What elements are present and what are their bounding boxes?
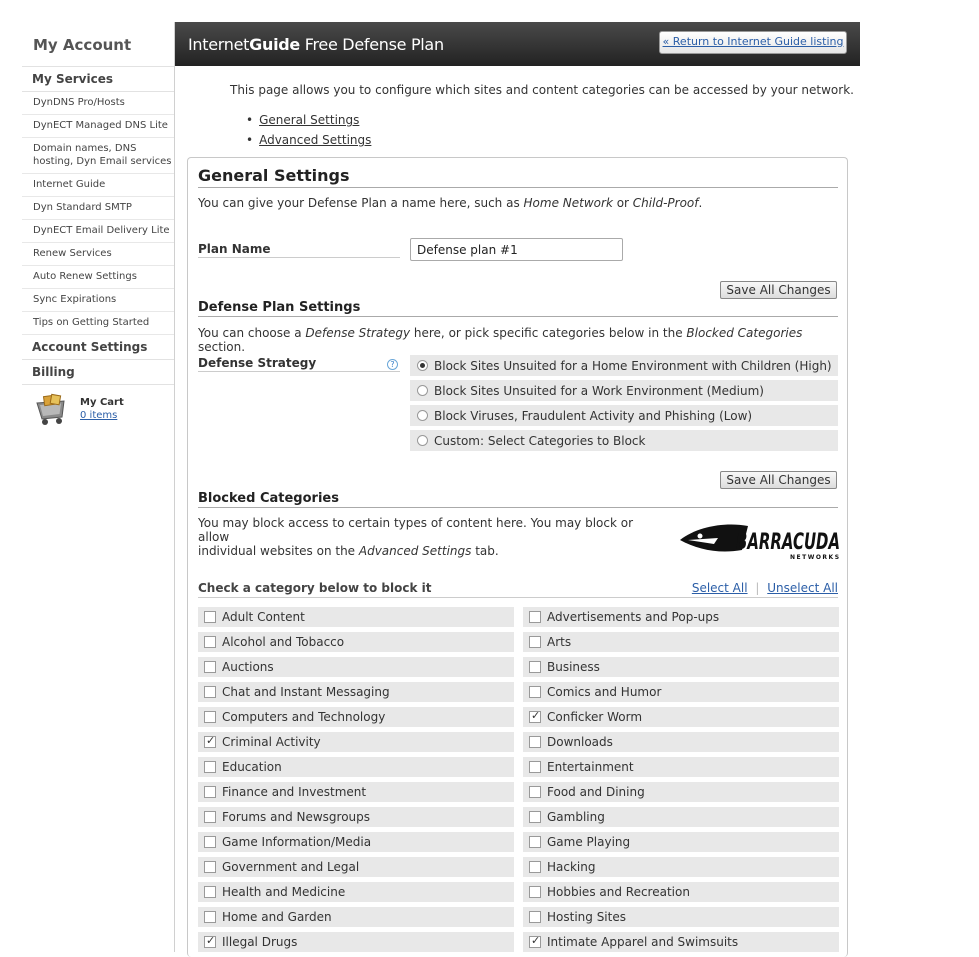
category-row[interactable] xyxy=(523,782,839,802)
category-row[interactable] xyxy=(523,682,839,702)
category-row[interactable] xyxy=(198,882,514,902)
defense-plan-description: You can choose a Defense Strategy here, or pick specific categories below in the Blocked Categories section. xyxy=(198,326,803,354)
sidebar-item[interactable]: DynECT Email Delivery Lite xyxy=(22,220,174,243)
select-all-link[interactable]: Select All xyxy=(691,581,748,595)
sidebar-section-my-services[interactable]: My Services xyxy=(22,67,174,92)
category-label: Arts xyxy=(547,635,572,649)
category-list-header: Check a category below to block it Select All | Unselect All xyxy=(198,581,838,598)
unselect-all-link[interactable]: Unselect All xyxy=(767,581,838,595)
category-row[interactable] xyxy=(198,832,514,852)
category-label: Alcohol and Tobacco xyxy=(222,635,345,649)
category-checkbox[interactable] xyxy=(529,811,541,823)
category-checkbox[interactable] xyxy=(529,936,541,948)
category-label: Hacking xyxy=(547,860,596,874)
category-row[interactable] xyxy=(523,907,839,927)
category-checkbox[interactable] xyxy=(529,911,541,923)
cart-title: My Cart xyxy=(80,397,124,408)
radio-button[interactable] xyxy=(417,435,428,446)
category-row[interactable] xyxy=(523,607,839,627)
svg-text:NETWORKS: NETWORKS xyxy=(790,554,841,561)
defense-strategy-option[interactable] xyxy=(410,405,838,426)
category-checkbox[interactable] xyxy=(529,686,541,698)
account-sidebar xyxy=(22,22,174,427)
cart-widget xyxy=(22,385,174,427)
category-checkbox[interactable] xyxy=(204,886,216,898)
barracuda-networks-logo xyxy=(678,516,840,562)
sidebar-item[interactable]: Renew Services xyxy=(22,243,174,266)
radio-button[interactable] xyxy=(417,385,428,396)
sidebar-item[interactable]: Sync Expirations xyxy=(22,289,174,312)
sidebar-item[interactable]: DynECT Managed DNS Lite xyxy=(22,115,174,138)
category-row[interactable] xyxy=(523,807,839,827)
category-label: Business xyxy=(547,660,600,674)
category-row[interactable] xyxy=(523,882,839,902)
category-checkbox[interactable] xyxy=(529,836,541,848)
jump-link-advanced[interactable]: • Advanced Settings xyxy=(246,130,371,150)
category-checkbox[interactable] xyxy=(204,686,216,698)
category-label: Education xyxy=(222,760,282,774)
blocked-categories-description: You may block access to certain types of content here. You may block or allow individual websites on the Advanced Settings tab. xyxy=(198,516,634,558)
cart-items-link[interactable]: 0 items xyxy=(80,410,118,421)
plan-name-input[interactable] xyxy=(410,238,623,261)
defense-strategy-option-label: Block Sites Unsuited for a Home Environment with Children (High) xyxy=(434,358,832,373)
category-row[interactable] xyxy=(198,657,514,677)
sidebar-title: My Account xyxy=(22,22,174,67)
sidebar-section-account-settings[interactable]: Account Settings xyxy=(22,335,174,360)
defense-strategy-option-label: Block Sites Unsuited for a Work Environment (Medium) xyxy=(434,383,764,398)
category-row[interactable] xyxy=(198,632,514,652)
category-label: Forums and Newsgroups xyxy=(222,810,371,824)
category-checkbox[interactable] xyxy=(529,636,541,648)
category-checkbox[interactable] xyxy=(204,736,216,748)
category-checkbox[interactable] xyxy=(204,861,216,873)
defense-strategy-label: Defense Strategy xyxy=(198,356,400,372)
category-checkbox[interactable] xyxy=(529,886,541,898)
category-row[interactable] xyxy=(523,857,839,877)
defense-strategy-option[interactable] xyxy=(410,430,838,451)
save-all-changes-button[interactable]: Save All Changes xyxy=(720,281,837,299)
category-row[interactable] xyxy=(198,707,514,727)
sidebar-section-billing[interactable]: Billing xyxy=(22,360,174,385)
plan-name-label: Plan Name xyxy=(198,242,400,258)
category-row[interactable] xyxy=(198,732,514,752)
category-label: Hosting Sites xyxy=(547,910,626,924)
category-checkbox[interactable] xyxy=(529,861,541,873)
category-label: Advertisements and Pop-ups xyxy=(547,610,720,624)
category-row[interactable] xyxy=(198,682,514,702)
sidebar-item[interactable]: Auto Renew Settings xyxy=(22,266,174,289)
category-row[interactable] xyxy=(523,732,839,752)
general-settings-description: You can give your Defense Plan a name here, such as Home Network or Child-Proof. xyxy=(198,196,703,210)
page-title: InternetGuide Free Defense Plan xyxy=(188,35,444,54)
category-checkbox[interactable] xyxy=(204,786,216,798)
category-row[interactable] xyxy=(198,607,514,627)
category-checkbox[interactable] xyxy=(204,836,216,848)
category-checkbox[interactable] xyxy=(204,661,216,673)
category-checkbox[interactable] xyxy=(204,711,216,723)
category-row[interactable] xyxy=(523,832,839,852)
svg-text:BARRACUDA: BARRACUDA xyxy=(736,530,840,555)
sidebar-item[interactable]: DynDNS Pro/Hosts xyxy=(22,92,174,115)
sidebar-item[interactable]: Internet Guide xyxy=(22,174,174,197)
general-settings-heading: General Settings xyxy=(198,166,838,188)
category-row[interactable] xyxy=(523,707,839,727)
radio-button[interactable] xyxy=(417,360,428,371)
page-header xyxy=(175,22,860,66)
category-label: Chat and Instant Messaging xyxy=(222,685,390,699)
category-row[interactable] xyxy=(198,782,514,802)
defense-plan-settings-heading: Defense Plan Settings xyxy=(198,300,838,317)
category-checkbox[interactable] xyxy=(529,761,541,773)
category-row[interactable] xyxy=(198,807,514,827)
category-checkbox[interactable] xyxy=(204,636,216,648)
settings-panel xyxy=(187,157,848,957)
category-label: Conficker Worm xyxy=(547,710,643,724)
defense-strategy-option[interactable] xyxy=(410,355,838,376)
category-label: Criminal Activity xyxy=(222,735,321,749)
category-label: Finance and Investment xyxy=(222,785,367,799)
category-row[interactable] xyxy=(523,657,839,677)
save-all-changes-button-2[interactable]: Save All Changes xyxy=(720,471,837,489)
return-to-listing-button[interactable]: « Return to Internet Guide listing xyxy=(659,31,847,54)
category-row[interactable] xyxy=(198,907,514,927)
category-checkbox[interactable] xyxy=(529,786,541,798)
category-row[interactable] xyxy=(198,932,514,952)
category-row[interactable] xyxy=(198,857,514,877)
category-label: Auctions xyxy=(222,660,274,674)
category-label: Downloads xyxy=(547,735,613,749)
category-row[interactable] xyxy=(523,932,839,952)
sidebar-item[interactable]: Domain names, DNS hosting, Dyn Email services xyxy=(22,138,174,174)
category-label: Hobbies and Recreation xyxy=(547,885,690,899)
category-label: Game Information/Media xyxy=(222,835,372,849)
category-label: Home and Garden xyxy=(222,910,332,924)
category-label: Health and Medicine xyxy=(222,885,346,899)
category-label: Gambling xyxy=(547,810,605,824)
category-row[interactable] xyxy=(198,757,514,777)
help-icon[interactable]: ? xyxy=(387,359,398,370)
category-row[interactable] xyxy=(523,757,839,777)
sidebar-item[interactable]: Dyn Standard SMTP xyxy=(22,197,174,220)
category-checkbox[interactable] xyxy=(529,711,541,723)
category-checkbox[interactable] xyxy=(529,736,541,748)
category-label: Computers and Technology xyxy=(222,710,386,724)
category-checkbox[interactable] xyxy=(204,811,216,823)
intro-text: This page allows you to configure which sites and content categories can be accessed by your network. xyxy=(230,83,854,97)
category-list-heading: Check a category below to block it xyxy=(198,581,432,595)
category-label: Illegal Drugs xyxy=(222,935,298,949)
shopping-cart-icon xyxy=(34,393,68,427)
category-label: Government and Legal xyxy=(222,860,360,874)
section-jump-links xyxy=(246,110,371,150)
sidebar-divider xyxy=(174,22,175,952)
blocked-categories-heading: Blocked Categories xyxy=(198,491,838,508)
defense-strategy-option-label: Block Viruses, Fraudulent Activity and Phishing (Low) xyxy=(434,408,753,423)
category-label: Food and Dining xyxy=(547,785,645,799)
defense-strategy-option-label: Custom: Select Categories to Block xyxy=(434,433,646,448)
radio-button[interactable] xyxy=(417,410,428,421)
category-checkbox[interactable] xyxy=(204,611,216,623)
defense-strategy-option[interactable] xyxy=(410,380,838,401)
category-checkbox[interactable] xyxy=(529,611,541,623)
category-checkbox[interactable] xyxy=(204,936,216,948)
category-row[interactable] xyxy=(523,632,839,652)
category-checkbox[interactable] xyxy=(204,761,216,773)
category-label: Intimate Apparel and Swimsuits xyxy=(547,935,739,949)
sidebar-item[interactable]: Tips on Getting Started xyxy=(22,312,174,335)
category-label: Adult Content xyxy=(222,610,305,624)
category-checkbox[interactable] xyxy=(204,911,216,923)
category-label: Comics and Humor xyxy=(547,685,662,699)
category-label: Entertainment xyxy=(547,760,634,774)
category-label: Game Playing xyxy=(547,835,631,849)
category-checkbox[interactable] xyxy=(529,661,541,673)
jump-link-general[interactable]: • General Settings xyxy=(246,110,371,130)
